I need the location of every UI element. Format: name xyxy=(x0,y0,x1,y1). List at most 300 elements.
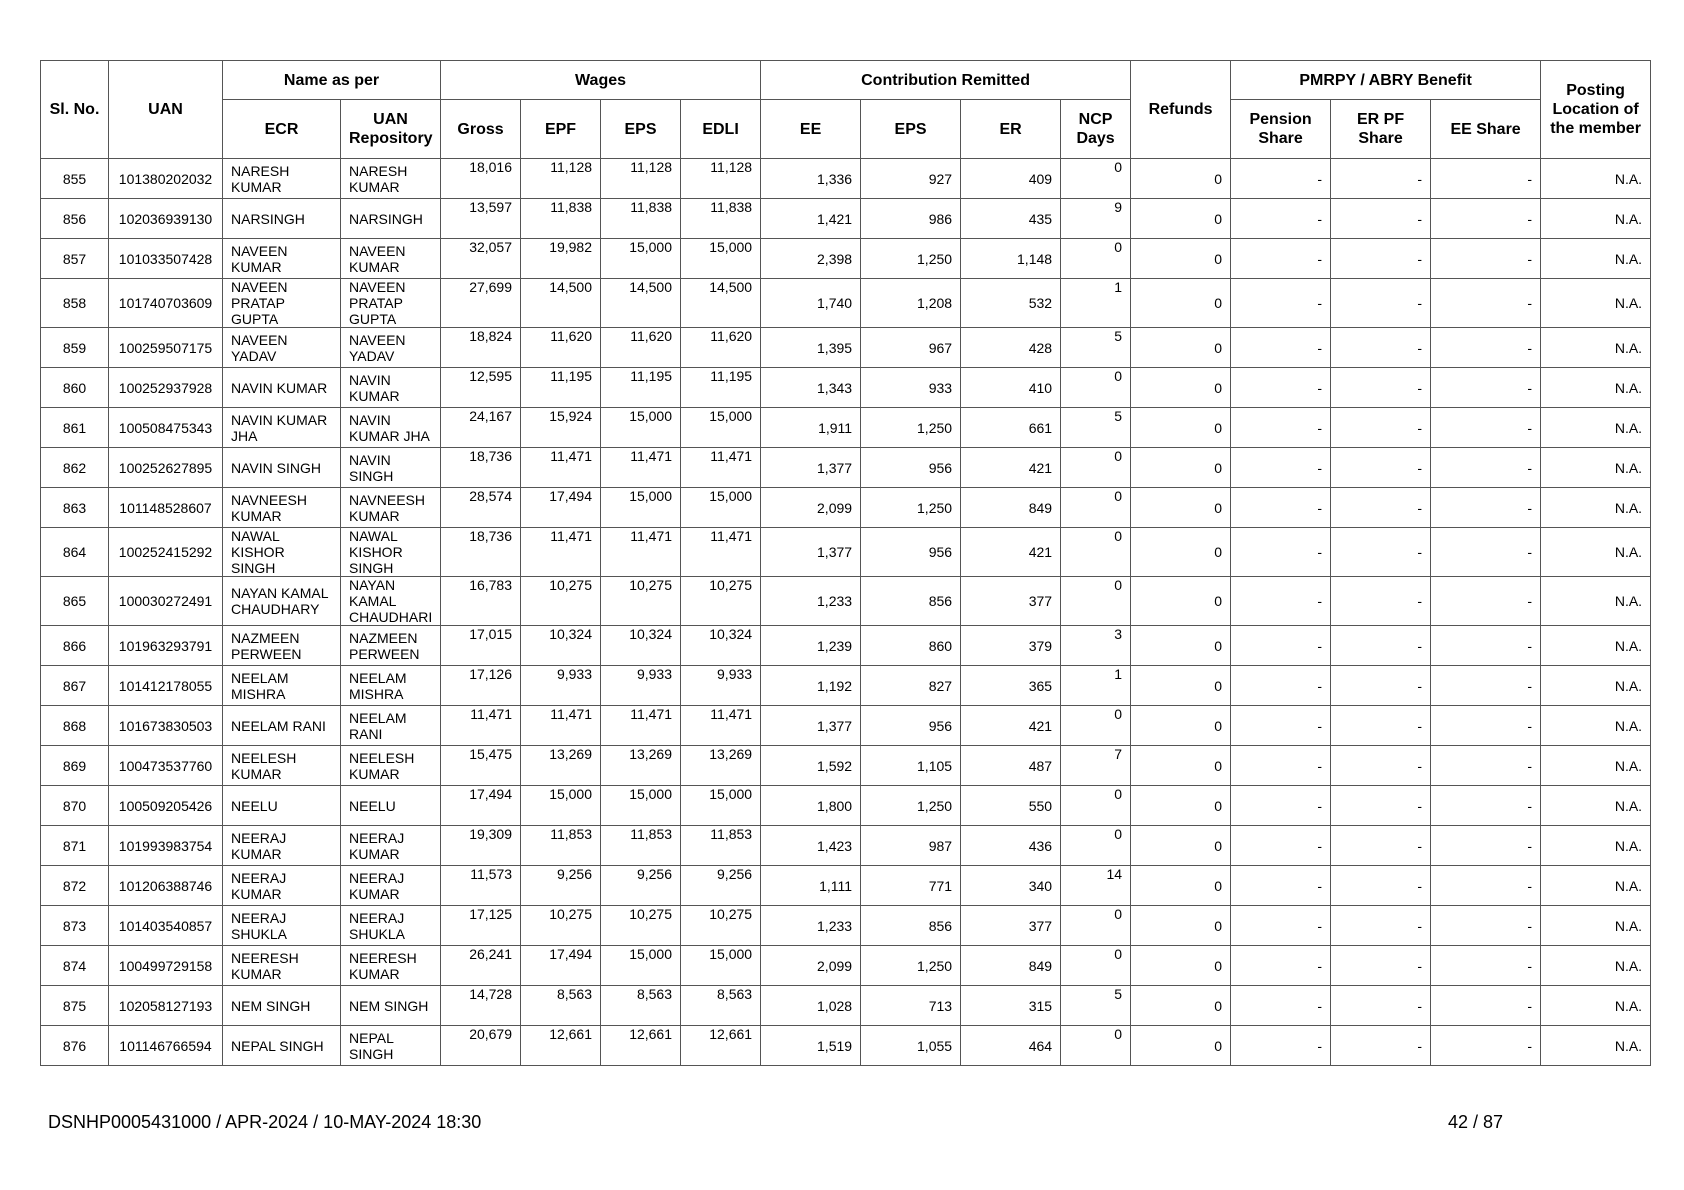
table-row xyxy=(41,986,1651,1026)
cell-epf: 11,471 xyxy=(521,448,601,488)
cell-epf: 11,195 xyxy=(521,368,601,408)
cell-uan: 101993983754 xyxy=(109,826,223,866)
table-row xyxy=(41,408,1651,448)
cell-er-pf-share: - xyxy=(1331,159,1431,199)
cell-ee: 1,233 xyxy=(761,577,861,626)
cell-ncp-days: 3 xyxy=(1061,626,1131,666)
cell-wages-eps: 11,838 xyxy=(601,199,681,239)
cell-refunds: 0 xyxy=(1131,159,1231,199)
cell-ee-share: - xyxy=(1431,866,1541,906)
cell-uan-repository-name: NEERAJ SHUKLA xyxy=(341,906,441,946)
table-row xyxy=(41,159,1651,199)
cell-gross: 17,494 xyxy=(441,786,521,826)
cell-er-pf-share: - xyxy=(1331,786,1431,826)
cell-edli: 11,471 xyxy=(681,528,761,577)
cell-uan: 100030272491 xyxy=(109,577,223,626)
cell-er: 365 xyxy=(961,666,1061,706)
header-ncp-days: NCP Days xyxy=(1061,100,1131,159)
cell-epf: 11,620 xyxy=(521,328,601,368)
cell-edli: 11,471 xyxy=(681,706,761,746)
cell-ee-share: - xyxy=(1431,986,1541,1026)
cell-ecr-name: NEELU xyxy=(223,786,341,826)
cell-pension-share: - xyxy=(1231,328,1331,368)
cell-epf: 9,256 xyxy=(521,866,601,906)
cell-er-pf-share: - xyxy=(1331,199,1431,239)
cell-gross: 11,471 xyxy=(441,706,521,746)
cell-uan: 100259507175 xyxy=(109,328,223,368)
cell-gross: 15,475 xyxy=(441,746,521,786)
cell-wages-eps: 11,195 xyxy=(601,368,681,408)
cell-ee: 1,336 xyxy=(761,159,861,199)
header-edli: EDLI xyxy=(681,100,761,159)
cell-refunds: 0 xyxy=(1131,866,1231,906)
cell-ncp-days: 0 xyxy=(1061,826,1131,866)
cell-ecr-name: NEELAM RANI xyxy=(223,706,341,746)
header-gross: Gross xyxy=(441,100,521,159)
cell-ncp-days: 0 xyxy=(1061,946,1131,986)
cell-ee: 1,028 xyxy=(761,986,861,1026)
cell-er-pf-share: - xyxy=(1331,328,1431,368)
cell-ee-share: - xyxy=(1431,786,1541,826)
cell-pension-share: - xyxy=(1231,577,1331,626)
cell-ncp-days: 0 xyxy=(1061,528,1131,577)
cell-refunds: 0 xyxy=(1131,746,1231,786)
cell-er: 1,148 xyxy=(961,239,1061,279)
cell-edli: 11,620 xyxy=(681,328,761,368)
cell-ee: 1,233 xyxy=(761,906,861,946)
table-row xyxy=(41,528,1651,577)
cell-uan-repository-name: NAVIN KUMAR xyxy=(341,368,441,408)
cell-sl-no: 858 xyxy=(41,279,109,328)
cell-ecr-name: NAYAN KAMAL CHAUDHARY xyxy=(223,577,341,626)
cell-ncp-days: 0 xyxy=(1061,159,1131,199)
cell-ee-share: - xyxy=(1431,199,1541,239)
cell-sl-no: 876 xyxy=(41,1026,109,1066)
cell-refunds: 0 xyxy=(1131,626,1231,666)
cell-er: 421 xyxy=(961,448,1061,488)
cell-contribution-eps: 956 xyxy=(861,706,961,746)
cell-edli: 12,661 xyxy=(681,1026,761,1066)
cell-er: 421 xyxy=(961,706,1061,746)
cell-ecr-name: NEM SINGH xyxy=(223,986,341,1026)
cell-epf: 11,853 xyxy=(521,826,601,866)
cell-wages-eps: 10,275 xyxy=(601,906,681,946)
cell-wages-eps: 15,000 xyxy=(601,408,681,448)
cell-ee-share: - xyxy=(1431,706,1541,746)
cell-uan-repository-name: NEELAM MISHRA xyxy=(341,666,441,706)
header-wages: Wages xyxy=(441,61,761,100)
cell-ee: 1,239 xyxy=(761,626,861,666)
cell-wages-eps: 10,275 xyxy=(601,577,681,626)
cell-epf: 10,275 xyxy=(521,577,601,626)
cell-uan: 100473537760 xyxy=(109,746,223,786)
cell-gross: 17,126 xyxy=(441,666,521,706)
cell-sl-no: 872 xyxy=(41,866,109,906)
cell-ee: 1,343 xyxy=(761,368,861,408)
cell-ee-share: - xyxy=(1431,577,1541,626)
cell-refunds: 0 xyxy=(1131,239,1231,279)
cell-ncp-days: 0 xyxy=(1061,906,1131,946)
cell-ecr-name: NAVEEN PRATAP GUPTA xyxy=(223,279,341,328)
table-row xyxy=(41,328,1651,368)
cell-edli: 11,471 xyxy=(681,448,761,488)
header-uan-repository: UAN Repository xyxy=(341,100,441,159)
cell-epf: 9,933 xyxy=(521,666,601,706)
header-name-as-per: Name as per xyxy=(223,61,441,100)
cell-ncp-days: 1 xyxy=(1061,279,1131,328)
table-row xyxy=(41,866,1651,906)
header-uan: UAN xyxy=(109,61,223,159)
cell-ecr-name: NAVNEESH KUMAR xyxy=(223,488,341,528)
cell-gross: 18,016 xyxy=(441,159,521,199)
cell-refunds: 0 xyxy=(1131,199,1231,239)
cell-ecr-name: NARESH KUMAR xyxy=(223,159,341,199)
cell-edli: 10,275 xyxy=(681,906,761,946)
cell-gross: 11,573 xyxy=(441,866,521,906)
cell-uan-repository-name: NEELU xyxy=(341,786,441,826)
cell-edli: 14,500 xyxy=(681,279,761,328)
cell-gross: 17,125 xyxy=(441,906,521,946)
cell-ee: 1,911 xyxy=(761,408,861,448)
cell-epf: 11,128 xyxy=(521,159,601,199)
cell-contribution-eps: 1,250 xyxy=(861,786,961,826)
cell-pension-share: - xyxy=(1231,866,1331,906)
cell-ncp-days: 0 xyxy=(1061,239,1131,279)
cell-wages-eps: 14,500 xyxy=(601,279,681,328)
cell-uan: 100509205426 xyxy=(109,786,223,826)
cell-refunds: 0 xyxy=(1131,488,1231,528)
cell-contribution-eps: 1,250 xyxy=(861,408,961,448)
cell-edli: 15,000 xyxy=(681,488,761,528)
cell-er-pf-share: - xyxy=(1331,368,1431,408)
footer-page-number: 42 / 87 xyxy=(1448,1112,1504,1132)
cell-sl-no: 875 xyxy=(41,986,109,1026)
cell-refunds: 0 xyxy=(1131,786,1231,826)
cell-ee-share: - xyxy=(1431,328,1541,368)
cell-edli: 9,933 xyxy=(681,666,761,706)
header-sl-no: Sl. No. xyxy=(41,61,109,159)
cell-ee-share: - xyxy=(1431,488,1541,528)
cell-pension-share: - xyxy=(1231,706,1331,746)
cell-pension-share: - xyxy=(1231,826,1331,866)
cell-pension-share: - xyxy=(1231,946,1331,986)
cell-er-pf-share: - xyxy=(1331,626,1431,666)
cell-epf: 11,838 xyxy=(521,199,601,239)
cell-posting-location: N.A. xyxy=(1541,1026,1651,1066)
cell-wages-eps: 9,256 xyxy=(601,866,681,906)
cell-er: 849 xyxy=(961,488,1061,528)
cell-contribution-eps: 856 xyxy=(861,906,961,946)
cell-er: 849 xyxy=(961,946,1061,986)
cell-epf: 11,471 xyxy=(521,528,601,577)
cell-pension-share: - xyxy=(1231,408,1331,448)
cell-er-pf-share: - xyxy=(1331,906,1431,946)
cell-uan-repository-name: NARESH KUMAR xyxy=(341,159,441,199)
cell-uan-repository-name: NAVIN SINGH xyxy=(341,448,441,488)
cell-contribution-eps: 1,250 xyxy=(861,488,961,528)
cell-posting-location: N.A. xyxy=(1541,706,1651,746)
cell-sl-no: 862 xyxy=(41,448,109,488)
cell-posting-location: N.A. xyxy=(1541,577,1651,626)
cell-uan-repository-name: NARSINGH xyxy=(341,199,441,239)
cell-ecr-name: NEELESH KUMAR xyxy=(223,746,341,786)
cell-posting-location: N.A. xyxy=(1541,199,1651,239)
cell-er-pf-share: - xyxy=(1331,866,1431,906)
cell-edli: 13,269 xyxy=(681,746,761,786)
cell-ncp-days: 5 xyxy=(1061,328,1131,368)
header-er: ER xyxy=(961,100,1061,159)
cell-uan: 101148528607 xyxy=(109,488,223,528)
cell-ecr-name: NEELAM MISHRA xyxy=(223,666,341,706)
cell-er: 340 xyxy=(961,866,1061,906)
cell-uan: 101740703609 xyxy=(109,279,223,328)
cell-sl-no: 863 xyxy=(41,488,109,528)
cell-uan: 100508475343 xyxy=(109,408,223,448)
cell-contribution-eps: 956 xyxy=(861,448,961,488)
cell-refunds: 0 xyxy=(1131,1026,1231,1066)
cell-uan: 102036939130 xyxy=(109,199,223,239)
cell-refunds: 0 xyxy=(1131,448,1231,488)
cell-ncp-days: 0 xyxy=(1061,1026,1131,1066)
cell-epf: 11,471 xyxy=(521,706,601,746)
cell-er: 377 xyxy=(961,577,1061,626)
cell-ee-share: - xyxy=(1431,368,1541,408)
cell-uan-repository-name: NAVEEN YADAV xyxy=(341,328,441,368)
cell-uan-repository-name: NEELAM RANI xyxy=(341,706,441,746)
header-posting-location: Posting Location of the member xyxy=(1541,61,1651,159)
cell-er-pf-share: - xyxy=(1331,666,1431,706)
table-row xyxy=(41,826,1651,866)
cell-sl-no: 873 xyxy=(41,906,109,946)
cell-ee: 1,519 xyxy=(761,1026,861,1066)
cell-ecr-name: NAVIN KUMAR xyxy=(223,368,341,408)
cell-er: 532 xyxy=(961,279,1061,328)
cell-refunds: 0 xyxy=(1131,368,1231,408)
cell-er: 377 xyxy=(961,906,1061,946)
cell-posting-location: N.A. xyxy=(1541,626,1651,666)
cell-uan: 100252937928 xyxy=(109,368,223,408)
cell-posting-location: N.A. xyxy=(1541,528,1651,577)
cell-uan-repository-name: NEERAJ KUMAR xyxy=(341,866,441,906)
cell-posting-location: N.A. xyxy=(1541,986,1651,1026)
cell-er-pf-share: - xyxy=(1331,528,1431,577)
cell-uan-repository-name: NEERAJ KUMAR xyxy=(341,826,441,866)
cell-wages-eps: 15,000 xyxy=(601,946,681,986)
cell-sl-no: 874 xyxy=(41,946,109,986)
cell-ee-share: - xyxy=(1431,746,1541,786)
cell-ncp-days: 9 xyxy=(1061,199,1131,239)
cell-ee-share: - xyxy=(1431,528,1541,577)
cell-wages-eps: 11,471 xyxy=(601,706,681,746)
cell-gross: 24,167 xyxy=(441,408,521,448)
cell-ncp-days: 7 xyxy=(1061,746,1131,786)
cell-ecr-name: NAVIN SINGH xyxy=(223,448,341,488)
cell-pension-share: - xyxy=(1231,199,1331,239)
cell-wages-eps: 15,000 xyxy=(601,239,681,279)
header-pension-share: Pension Share xyxy=(1231,100,1331,159)
cell-posting-location: N.A. xyxy=(1541,239,1651,279)
table-row xyxy=(41,746,1651,786)
cell-ee: 2,099 xyxy=(761,488,861,528)
cell-gross: 18,736 xyxy=(441,528,521,577)
cell-posting-location: N.A. xyxy=(1541,159,1651,199)
cell-sl-no: 859 xyxy=(41,328,109,368)
cell-uan: 100252415292 xyxy=(109,528,223,577)
cell-refunds: 0 xyxy=(1131,279,1231,328)
cell-wages-eps: 9,933 xyxy=(601,666,681,706)
cell-ncp-days: 0 xyxy=(1061,448,1131,488)
header-wages-eps: EPS xyxy=(601,100,681,159)
cell-uan-repository-name: NAVEEN PRATAP GUPTA xyxy=(341,279,441,328)
cell-posting-location: N.A. xyxy=(1541,746,1651,786)
cell-posting-location: N.A. xyxy=(1541,866,1651,906)
cell-contribution-eps: 1,208 xyxy=(861,279,961,328)
cell-ncp-days: 5 xyxy=(1061,986,1131,1026)
cell-gross: 16,783 xyxy=(441,577,521,626)
cell-wages-eps: 11,128 xyxy=(601,159,681,199)
cell-posting-location: N.A. xyxy=(1541,488,1651,528)
cell-gross: 28,574 xyxy=(441,488,521,528)
cell-edli: 15,000 xyxy=(681,239,761,279)
cell-ecr-name: NEERAJ KUMAR xyxy=(223,826,341,866)
cell-refunds: 0 xyxy=(1131,986,1231,1026)
cell-sl-no: 861 xyxy=(41,408,109,448)
cell-refunds: 0 xyxy=(1131,577,1231,626)
cell-wages-eps: 15,000 xyxy=(601,786,681,826)
cell-gross: 32,057 xyxy=(441,239,521,279)
cell-er: 428 xyxy=(961,328,1061,368)
cell-ee-share: - xyxy=(1431,946,1541,986)
cell-uan: 101673830503 xyxy=(109,706,223,746)
cell-contribution-eps: 1,250 xyxy=(861,946,961,986)
table-row xyxy=(41,279,1651,328)
cell-uan: 102058127193 xyxy=(109,986,223,1026)
table-row xyxy=(41,577,1651,626)
cell-er: 487 xyxy=(961,746,1061,786)
cell-uan-repository-name: NAVIN KUMAR JHA xyxy=(341,408,441,448)
cell-uan-repository-name: NEELESH KUMAR xyxy=(341,746,441,786)
cell-epf: 15,924 xyxy=(521,408,601,448)
cell-ee: 1,192 xyxy=(761,666,861,706)
cell-ee: 1,377 xyxy=(761,706,861,746)
cell-gross: 27,699 xyxy=(441,279,521,328)
cell-ee: 2,099 xyxy=(761,946,861,986)
cell-pension-share: - xyxy=(1231,666,1331,706)
cell-epf: 19,982 xyxy=(521,239,601,279)
cell-epf: 14,500 xyxy=(521,279,601,328)
cell-contribution-eps: 1,250 xyxy=(861,239,961,279)
cell-contribution-eps: 956 xyxy=(861,528,961,577)
cell-er-pf-share: - xyxy=(1331,986,1431,1026)
cell-er-pf-share: - xyxy=(1331,826,1431,866)
cell-contribution-eps: 986 xyxy=(861,199,961,239)
cell-refunds: 0 xyxy=(1131,528,1231,577)
cell-edli: 8,563 xyxy=(681,986,761,1026)
cell-posting-location: N.A. xyxy=(1541,328,1651,368)
cell-er-pf-share: - xyxy=(1331,706,1431,746)
cell-sl-no: 871 xyxy=(41,826,109,866)
cell-posting-location: N.A. xyxy=(1541,906,1651,946)
cell-ee-share: - xyxy=(1431,279,1541,328)
cell-sl-no: 857 xyxy=(41,239,109,279)
cell-contribution-eps: 933 xyxy=(861,368,961,408)
cell-er-pf-share: - xyxy=(1331,1026,1431,1066)
cell-er: 315 xyxy=(961,986,1061,1026)
cell-edli: 15,000 xyxy=(681,408,761,448)
cell-edli: 9,256 xyxy=(681,866,761,906)
cell-edli: 10,324 xyxy=(681,626,761,666)
cell-posting-location: N.A. xyxy=(1541,448,1651,488)
cell-er: 550 xyxy=(961,786,1061,826)
header-ecr: ECR xyxy=(223,100,341,159)
cell-refunds: 0 xyxy=(1131,826,1231,866)
cell-wages-eps: 11,853 xyxy=(601,826,681,866)
cell-contribution-eps: 771 xyxy=(861,866,961,906)
header-pmrpy-abry: PMRPY / ABRY Benefit xyxy=(1231,61,1541,100)
cell-pension-share: - xyxy=(1231,368,1331,408)
cell-ncp-days: 1 xyxy=(1061,666,1131,706)
cell-epf: 15,000 xyxy=(521,786,601,826)
cell-epf: 13,269 xyxy=(521,746,601,786)
cell-ee-share: - xyxy=(1431,1026,1541,1066)
cell-uan: 101033507428 xyxy=(109,239,223,279)
cell-wages-eps: 10,324 xyxy=(601,626,681,666)
cell-edli: 11,853 xyxy=(681,826,761,866)
ecr-table xyxy=(40,60,1651,1066)
cell-posting-location: N.A. xyxy=(1541,279,1651,328)
cell-contribution-eps: 967 xyxy=(861,328,961,368)
cell-ee: 1,800 xyxy=(761,786,861,826)
table-row xyxy=(41,368,1651,408)
cell-wages-eps: 15,000 xyxy=(601,488,681,528)
cell-ee-share: - xyxy=(1431,239,1541,279)
cell-ecr-name: NAVIN KUMAR JHA xyxy=(223,408,341,448)
cell-ee: 1,740 xyxy=(761,279,861,328)
cell-ncp-days: 5 xyxy=(1061,408,1131,448)
cell-ecr-name: NARSINGH xyxy=(223,199,341,239)
table-row xyxy=(41,239,1651,279)
cell-pension-share: - xyxy=(1231,746,1331,786)
cell-ncp-days: 0 xyxy=(1061,488,1131,528)
cell-uan: 101412178055 xyxy=(109,666,223,706)
cell-er: 410 xyxy=(961,368,1061,408)
cell-gross: 20,679 xyxy=(441,1026,521,1066)
cell-edli: 11,195 xyxy=(681,368,761,408)
cell-er-pf-share: - xyxy=(1331,279,1431,328)
cell-refunds: 0 xyxy=(1131,666,1231,706)
cell-er: 436 xyxy=(961,826,1061,866)
cell-er-pf-share: - xyxy=(1331,239,1431,279)
cell-ncp-days: 0 xyxy=(1061,706,1131,746)
cell-posting-location: N.A. xyxy=(1541,368,1651,408)
cell-contribution-eps: 713 xyxy=(861,986,961,1026)
cell-ecr-name: NEERAJ KUMAR xyxy=(223,866,341,906)
cell-gross: 18,824 xyxy=(441,328,521,368)
cell-ncp-days: 0 xyxy=(1061,786,1131,826)
cell-ecr-name: NAZMEEN PERWEEN xyxy=(223,626,341,666)
cell-sl-no: 856 xyxy=(41,199,109,239)
table-row xyxy=(41,906,1651,946)
cell-ee: 1,377 xyxy=(761,448,861,488)
cell-uan-repository-name: NAVEEN KUMAR xyxy=(341,239,441,279)
cell-posting-location: N.A. xyxy=(1541,786,1651,826)
table-row xyxy=(41,488,1651,528)
cell-ee-share: - xyxy=(1431,159,1541,199)
cell-ee: 1,111 xyxy=(761,866,861,906)
cell-gross: 17,015 xyxy=(441,626,521,666)
cell-uan-repository-name: NEPAL SINGH xyxy=(341,1026,441,1066)
cell-pension-share: - xyxy=(1231,986,1331,1026)
